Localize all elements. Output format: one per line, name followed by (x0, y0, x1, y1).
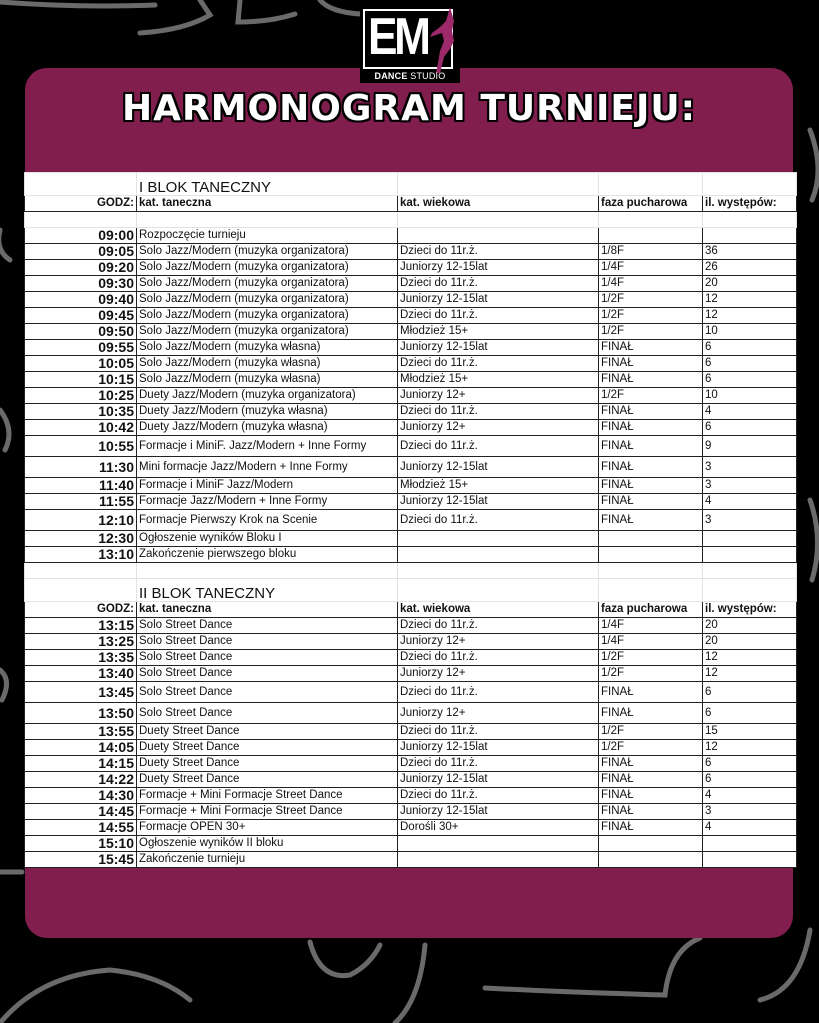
schedule-row (25, 292, 797, 308)
dance-category-cell: Solo Street Dance (137, 682, 398, 703)
schedule-table-sheet (24, 172, 796, 868)
time-cell: 10:55 (25, 436, 137, 457)
time-cell: 09:50 (25, 324, 137, 340)
phase-cell: 1/2F (599, 388, 703, 404)
age-category-cell: Juniorzy 12+ (398, 666, 599, 682)
dance-category-cell: Ogłoszenie wyników II bloku (137, 836, 398, 852)
empty-cell (25, 563, 137, 579)
time-cell: 13:15 (25, 618, 137, 634)
phase-cell (599, 531, 703, 547)
time-cell: 15:45 (25, 852, 137, 868)
age-category-cell: Juniorzy 12-15lat (398, 292, 599, 308)
phase-cell: FINAŁ (599, 372, 703, 388)
performance-count-cell: 10 (703, 388, 797, 404)
header-age-category: kat. wiekowa (398, 196, 599, 212)
header-row (25, 196, 797, 212)
phase-cell: 1/2F (599, 740, 703, 756)
spacer-row (25, 212, 797, 228)
time-cell: 13:10 (25, 547, 137, 563)
age-category-cell: Dzieci do 11r.ż. (398, 436, 599, 457)
block-title: I BLOK TANECZNY (137, 173, 398, 196)
schedule-row (25, 228, 797, 244)
schedule-row (25, 740, 797, 756)
schedule-row (25, 372, 797, 388)
header-time: GODZ: (25, 196, 137, 212)
phase-cell: 1/2F (599, 324, 703, 340)
schedule-row (25, 478, 797, 494)
age-category-cell: Dzieci do 11r.ż. (398, 404, 599, 420)
logo-mark: EM (368, 8, 428, 66)
age-category-cell: Juniorzy 12+ (398, 420, 599, 436)
schedule-row (25, 531, 797, 547)
time-cell: 09:45 (25, 308, 137, 324)
schedule-row (25, 276, 797, 292)
phase-cell (599, 836, 703, 852)
phase-cell: 1/2F (599, 292, 703, 308)
dance-category-cell: Solo Jazz/Modern (muzyka organizatora) (137, 292, 398, 308)
schedule-row (25, 547, 797, 563)
age-category-cell: Juniorzy 12-15lat (398, 740, 599, 756)
phase-cell: 1/2F (599, 308, 703, 324)
time-cell: 09:40 (25, 292, 137, 308)
schedule-row (25, 772, 797, 788)
phase-cell: FINAŁ (599, 340, 703, 356)
phase-cell: FINAŁ (599, 703, 703, 724)
performance-count-cell: 20 (703, 618, 797, 634)
performance-count-cell: 3 (703, 510, 797, 531)
phase-cell: FINAŁ (599, 404, 703, 420)
performance-count-cell: 6 (703, 372, 797, 388)
header-performance-count: il. występów: (703, 196, 797, 212)
age-category-cell: Juniorzy 12-15lat (398, 772, 599, 788)
age-category-cell: Juniorzy 12-15lat (398, 260, 599, 276)
dance-category-cell: Formacje i MiniF. Jazz/Modern + Inne Formy (137, 436, 398, 457)
empty-cell (703, 563, 797, 579)
age-category-cell (398, 531, 599, 547)
age-category-cell: Juniorzy 12-15lat (398, 804, 599, 820)
dance-category-cell: Duety Jazz/Modern (muzyka organizatora) (137, 388, 398, 404)
age-category-cell: Dzieci do 11r.ż. (398, 650, 599, 666)
time-cell: 13:50 (25, 703, 137, 724)
time-cell: 11:30 (25, 457, 137, 478)
phase-cell: 1/2F (599, 650, 703, 666)
time-cell: 10:05 (25, 356, 137, 372)
header-performance-count: il. występów: (703, 602, 797, 618)
empty-cell (25, 212, 137, 228)
performance-count-cell (703, 531, 797, 547)
phase-cell: FINAŁ (599, 756, 703, 772)
dance-category-cell: Zakończenie turnieju (137, 852, 398, 868)
schedule-row (25, 340, 797, 356)
performance-count-cell: 12 (703, 740, 797, 756)
performance-count-cell: 12 (703, 666, 797, 682)
time-cell: 14:45 (25, 804, 137, 820)
phase-cell: FINAŁ (599, 436, 703, 457)
time-cell: 15:10 (25, 836, 137, 852)
performance-count-cell: 9 (703, 436, 797, 457)
schedule-row (25, 324, 797, 340)
performance-count-cell (703, 547, 797, 563)
phase-cell: 1/8F (599, 244, 703, 260)
age-category-cell: Dzieci do 11r.ż. (398, 618, 599, 634)
dance-category-cell: Formacje Jazz/Modern + Inne Formy (137, 494, 398, 510)
schedule-row (25, 836, 797, 852)
dance-category-cell: Duety Street Dance (137, 724, 398, 740)
header-age-category: kat. wiekowa (398, 602, 599, 618)
header-dance-category: kat. taneczna (137, 196, 398, 212)
time-cell: 14:55 (25, 820, 137, 836)
age-category-cell (398, 547, 599, 563)
schedule-row (25, 457, 797, 478)
schedule-row (25, 756, 797, 772)
phase-cell: FINAŁ (599, 420, 703, 436)
schedule-row (25, 260, 797, 276)
phase-cell: FINAŁ (599, 788, 703, 804)
dancer-icon (418, 7, 458, 73)
schedule-row (25, 494, 797, 510)
dance-category-cell: Solo Street Dance (137, 666, 398, 682)
dance-category-cell: Duety Jazz/Modern (muzyka własna) (137, 404, 398, 420)
time-cell: 14:05 (25, 740, 137, 756)
dance-category-cell: Duety Street Dance (137, 756, 398, 772)
block-title-row (25, 579, 797, 602)
performance-count-cell: 26 (703, 260, 797, 276)
block-title: II BLOK TANECZNY (137, 579, 398, 602)
performance-count-cell: 20 (703, 276, 797, 292)
time-cell: 13:25 (25, 634, 137, 650)
schedule-row (25, 404, 797, 420)
age-category-cell (398, 228, 599, 244)
time-cell: 09:20 (25, 260, 137, 276)
empty-cell (703, 212, 797, 228)
header-phase: faza pucharowa (599, 602, 703, 618)
empty-cell (599, 563, 703, 579)
performance-count-cell: 10 (703, 324, 797, 340)
header-time: GODZ: (25, 602, 137, 618)
empty-cell (599, 579, 703, 602)
dance-category-cell: Formacje i MiniF Jazz/Modern (137, 478, 398, 494)
time-cell: 11:55 (25, 494, 137, 510)
time-cell: 10:35 (25, 404, 137, 420)
performance-count-cell: 6 (703, 756, 797, 772)
dance-category-cell: Solo Street Dance (137, 634, 398, 650)
phase-cell (599, 228, 703, 244)
dance-category-cell: Zakończenie pierwszego bloku (137, 547, 398, 563)
empty-cell (25, 579, 137, 602)
schedule-row (25, 682, 797, 703)
phase-cell: 1/4F (599, 260, 703, 276)
performance-count-cell: 4 (703, 494, 797, 510)
performance-count-cell: 3 (703, 457, 797, 478)
schedule-row (25, 510, 797, 531)
schedule-row (25, 852, 797, 868)
dance-category-cell: Duety Jazz/Modern (muzyka własna) (137, 420, 398, 436)
logo-subtitle: DANCE STUDIO (374, 71, 446, 81)
performance-count-cell (703, 852, 797, 868)
age-category-cell: Dzieci do 11r.ż. (398, 724, 599, 740)
performance-count-cell: 12 (703, 308, 797, 324)
spacer-row (25, 563, 797, 579)
phase-cell: 1/2F (599, 724, 703, 740)
dance-category-cell: Formacje Pierwszy Krok na Scenie (137, 510, 398, 531)
schedule-row (25, 618, 797, 634)
time-cell: 13:35 (25, 650, 137, 666)
empty-cell (137, 212, 398, 228)
schedule-row (25, 703, 797, 724)
dance-category-cell: Duety Street Dance (137, 772, 398, 788)
dance-category-cell: Solo Jazz/Modern (muzyka organizatora) (137, 308, 398, 324)
age-category-cell: Dzieci do 11r.ż. (398, 244, 599, 260)
performance-count-cell: 6 (703, 420, 797, 436)
dance-category-cell: Solo Jazz/Modern (muzyka organizatora) (137, 276, 398, 292)
age-category-cell: Dzieci do 11r.ż. (398, 276, 599, 292)
empty-cell (398, 579, 599, 602)
phase-cell: 1/4F (599, 618, 703, 634)
age-category-cell: Juniorzy 12+ (398, 703, 599, 724)
dance-category-cell: Solo Jazz/Modern (muzyka organizatora) (137, 324, 398, 340)
time-cell: 14:30 (25, 788, 137, 804)
performance-count-cell: 4 (703, 820, 797, 836)
schedule-row (25, 420, 797, 436)
performance-count-cell: 4 (703, 788, 797, 804)
dance-category-cell: Solo Street Dance (137, 618, 398, 634)
time-cell: 14:15 (25, 756, 137, 772)
schedule-row (25, 308, 797, 324)
age-category-cell: Młodzież 15+ (398, 372, 599, 388)
phase-cell: FINAŁ (599, 478, 703, 494)
time-cell: 13:45 (25, 682, 137, 703)
block-title-row (25, 173, 797, 196)
phase-cell: FINAŁ (599, 682, 703, 703)
schedule-row (25, 724, 797, 740)
performance-count-cell: 6 (703, 356, 797, 372)
header-row (25, 602, 797, 618)
age-category-cell: Młodzież 15+ (398, 324, 599, 340)
performance-count-cell: 20 (703, 634, 797, 650)
dance-category-cell: Rozpoczęcie turnieju (137, 228, 398, 244)
dance-category-cell: Duety Street Dance (137, 740, 398, 756)
time-cell: 09:05 (25, 244, 137, 260)
header-phase: faza pucharowa (599, 196, 703, 212)
phase-cell: FINAŁ (599, 772, 703, 788)
time-cell: 10:15 (25, 372, 137, 388)
time-cell: 10:25 (25, 388, 137, 404)
empty-cell (398, 563, 599, 579)
age-category-cell: Dzieci do 11r.ż. (398, 356, 599, 372)
performance-count-cell: 3 (703, 478, 797, 494)
performance-count-cell: 6 (703, 772, 797, 788)
performance-count-cell (703, 836, 797, 852)
phase-cell: 1/4F (599, 276, 703, 292)
phase-cell: 1/4F (599, 634, 703, 650)
age-category-cell: Dzieci do 11r.ż. (398, 308, 599, 324)
dance-category-cell: Solo Jazz/Modern (muzyka organizatora) (137, 244, 398, 260)
age-category-cell: Juniorzy 12+ (398, 634, 599, 650)
schedule-row (25, 436, 797, 457)
time-cell: 10:42 (25, 420, 137, 436)
age-category-cell: Juniorzy 12-15lat (398, 340, 599, 356)
time-cell: 12:10 (25, 510, 137, 531)
age-category-cell: Juniorzy 12-15lat (398, 494, 599, 510)
age-category-cell (398, 852, 599, 868)
time-cell: 09:55 (25, 340, 137, 356)
performance-count-cell: 12 (703, 650, 797, 666)
empty-cell (599, 173, 703, 196)
age-category-cell: Juniorzy 12+ (398, 388, 599, 404)
age-category-cell: Dzieci do 11r.ż. (398, 756, 599, 772)
schedule-row (25, 820, 797, 836)
phase-cell (599, 547, 703, 563)
performance-count-cell: 6 (703, 703, 797, 724)
age-category-cell: Dzieci do 11r.ż. (398, 510, 599, 531)
performance-count-cell (703, 228, 797, 244)
dance-category-cell: Solo Street Dance (137, 703, 398, 724)
dance-category-cell: Solo Jazz/Modern (muzyka własna) (137, 340, 398, 356)
time-cell: 09:30 (25, 276, 137, 292)
dance-category-cell: Formacje + Mini Formacje Street Dance (137, 804, 398, 820)
time-cell: 12:30 (25, 531, 137, 547)
empty-cell (599, 212, 703, 228)
time-cell: 13:55 (25, 724, 137, 740)
dance-category-cell: Formacje OPEN 30+ (137, 820, 398, 836)
schedule-row (25, 388, 797, 404)
empty-cell (137, 563, 398, 579)
time-cell: 11:40 (25, 478, 137, 494)
schedule-table (24, 172, 797, 868)
age-category-cell (398, 836, 599, 852)
dance-category-cell: Solo Jazz/Modern (muzyka organizatora) (137, 260, 398, 276)
age-category-cell: Dzieci do 11r.ż. (398, 682, 599, 703)
performance-count-cell: 12 (703, 292, 797, 308)
phase-cell: FINAŁ (599, 356, 703, 372)
phase-cell: FINAŁ (599, 510, 703, 531)
phase-cell (599, 852, 703, 868)
schedule-row (25, 788, 797, 804)
page-title: HARMONOGRAM TURNIEJU: (121, 88, 696, 129)
dance-category-cell: Formacje + Mini Formacje Street Dance (137, 788, 398, 804)
empty-cell (398, 173, 599, 196)
age-category-cell: Juniorzy 12-15lat (398, 457, 599, 478)
empty-cell (703, 173, 797, 196)
dance-category-cell: Ogłoszenie wyników Bloku I (137, 531, 398, 547)
time-cell: 09:00 (25, 228, 137, 244)
dance-category-cell: Solo Street Dance (137, 650, 398, 666)
schedule-row (25, 804, 797, 820)
schedule-row (25, 356, 797, 372)
age-category-cell: Młodzież 15+ (398, 478, 599, 494)
performance-count-cell: 6 (703, 340, 797, 356)
schedule-row (25, 666, 797, 682)
schedule-row (25, 244, 797, 260)
empty-cell (25, 173, 137, 196)
dance-category-cell: Solo Jazz/Modern (muzyka własna) (137, 372, 398, 388)
performance-count-cell: 6 (703, 682, 797, 703)
empty-cell (703, 579, 797, 602)
performance-count-cell: 36 (703, 244, 797, 260)
phase-cell: FINAŁ (599, 494, 703, 510)
performance-count-cell: 3 (703, 804, 797, 820)
time-cell: 14:22 (25, 772, 137, 788)
age-category-cell: Dzieci do 11r.ż. (398, 788, 599, 804)
phase-cell: FINAŁ (599, 820, 703, 836)
time-cell: 13:40 (25, 666, 137, 682)
header-dance-category: kat. taneczna (137, 602, 398, 618)
schedule-row (25, 650, 797, 666)
logo (360, 7, 460, 83)
age-category-cell: Dorośli 30+ (398, 820, 599, 836)
dance-category-cell: Mini formacje Jazz/Modern + Inne Formy (137, 457, 398, 478)
performance-count-cell: 4 (703, 404, 797, 420)
empty-cell (398, 212, 599, 228)
phase-cell: FINAŁ (599, 804, 703, 820)
phase-cell: 1/2F (599, 666, 703, 682)
schedule-row (25, 634, 797, 650)
phase-cell: FINAŁ (599, 457, 703, 478)
performance-count-cell: 15 (703, 724, 797, 740)
dance-category-cell: Solo Jazz/Modern (muzyka własna) (137, 356, 398, 372)
